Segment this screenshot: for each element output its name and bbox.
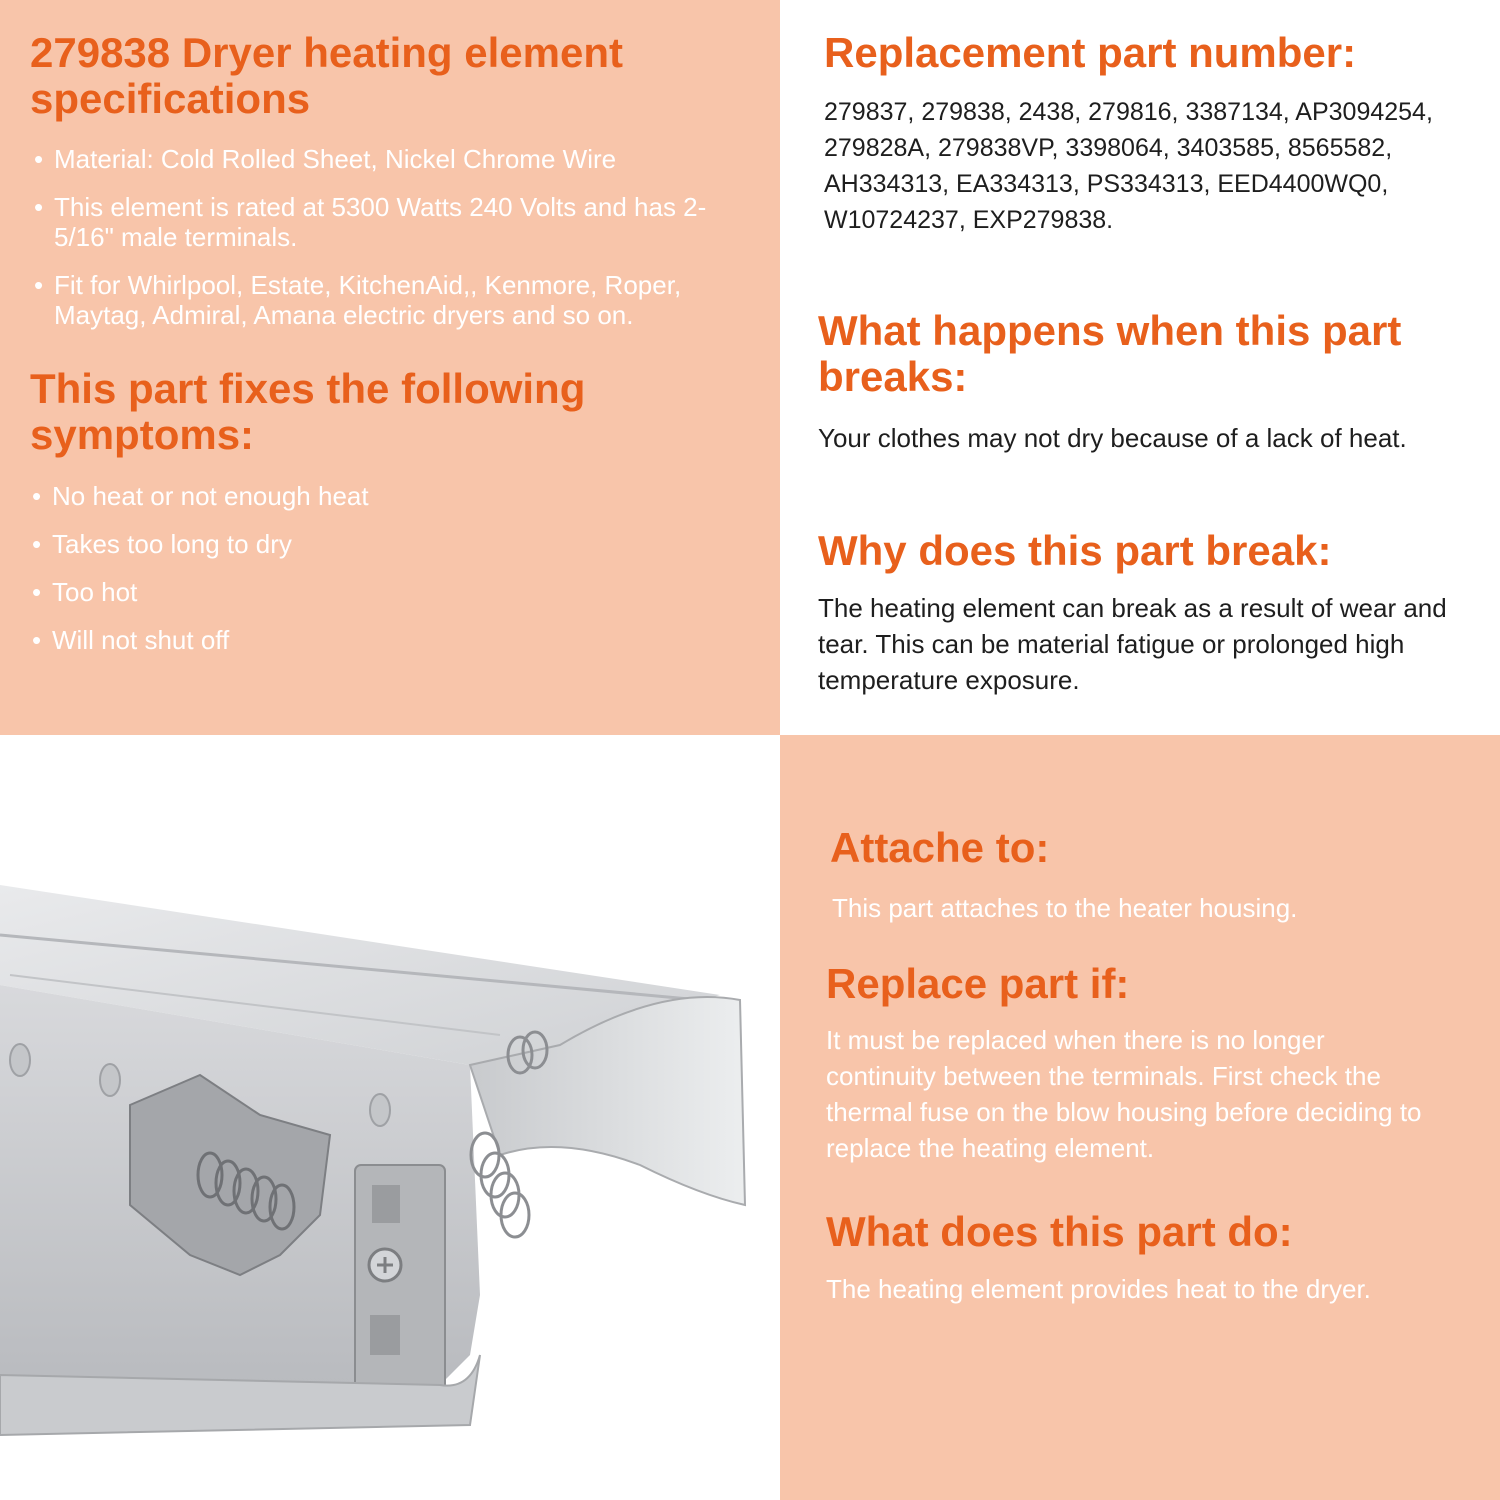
symptoms-list	[30, 481, 730, 655]
usage-panel	[780, 735, 1500, 1500]
does-text: The heating element provides heat to the dryer.	[826, 1274, 1371, 1304]
replacement-title: Replacement part number:	[824, 29, 1357, 76]
symptom-item: • Takes too long to dry	[30, 529, 730, 559]
heating-element-image	[0, 735, 780, 1500]
specs-item: • This element is rated at 5300 Watts 240 Volts and has 2- 5/16" male terminals.	[32, 192, 734, 252]
specs-item: • Material: Cold Rolled Sheet, Nickel Chrome Wire	[32, 144, 777, 174]
info-panel	[780, 0, 1500, 735]
specs-title: 279838 Dryer heating element specifications	[30, 29, 623, 122]
why-title: Why does this part break:	[818, 527, 1332, 574]
replace-if-text: It must be replaced when there is no longer continuity between the terminals. First check the thermal fuse on the blow housing before deciding to replace the heating element.	[826, 1025, 1422, 1163]
replace-if-title: Replace part if:	[826, 960, 1130, 1007]
does-title: What does this part do:	[826, 1208, 1293, 1255]
replacement-numbers: 279837, 279838, 2438, 279816, 3387134, AP3094254, 279828A, 279838VP, 3398064, 3403585, 8565582, AH334313, EA334313, PS334313, EED4400WQ0, W10724237, EXP279838.	[824, 98, 1433, 234]
symptoms-title: This part fixes the following symptoms:	[30, 365, 586, 458]
breaks-title: What happens when this part breaks:	[818, 307, 1402, 400]
attach-text: This part attaches to the heater housing.	[832, 893, 1298, 923]
specs-panel	[0, 0, 780, 735]
why-text: The heating element can break as a result of wear and tear. This can be material fatigue or prolonged high temperature exposure.	[818, 593, 1447, 695]
product-photo	[0, 735, 780, 1500]
specs-item: • Fit for Whirlpool, Estate, KitchenAid,, Kenmore, Roper, Maytag, Admiral, Amana electric dryers and so on.	[32, 270, 777, 330]
symptom-item: • No heat or not enough heat	[30, 481, 730, 511]
symptom-item: • Too hot	[30, 577, 730, 607]
specs-list	[32, 144, 777, 330]
symptom-item: • Will not shut off	[30, 625, 730, 655]
attach-title: Attache to:	[830, 824, 1050, 871]
breaks-text: Your clothes may not dry because of a lack of heat.	[818, 423, 1407, 453]
